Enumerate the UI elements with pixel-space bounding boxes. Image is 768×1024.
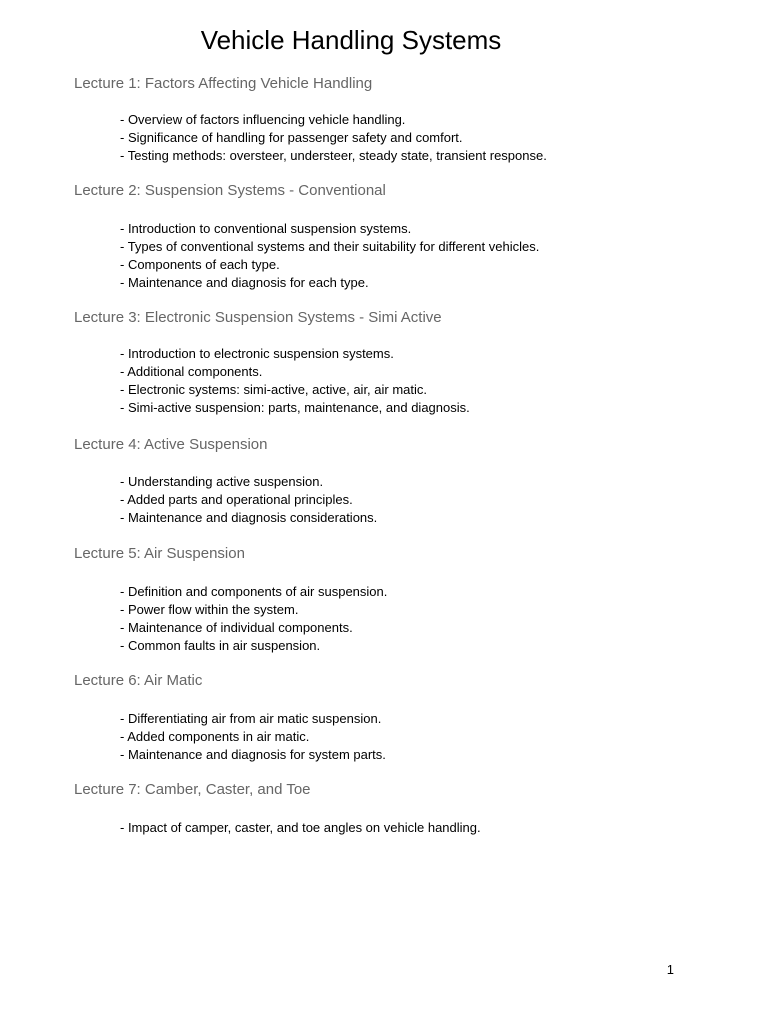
lecture-section-2	[74, 181, 734, 292]
lecture-heading: Lecture 2: Suspension Systems - Conventional	[74, 182, 386, 199]
bullet-item: - Introduction to conventional suspension systems.	[120, 221, 412, 236]
lecture-section-6	[74, 671, 734, 764]
bullet-item: - Electronic systems: simi-active, active, air, air matic.	[120, 382, 428, 397]
lecture-heading: Lecture 3: Electronic Suspension Systems - Simi Active	[74, 309, 442, 326]
bullet-item: - Added components in air matic.	[120, 729, 310, 744]
bullet-item: - Maintenance of individual components.	[120, 620, 353, 635]
lecture-heading: Lecture 7: Camber, Caster, and Toe	[74, 781, 311, 798]
lecture-heading: Lecture 4: Active Suspension	[74, 436, 268, 453]
bullet-item: - Added parts and operational principles.	[120, 492, 353, 507]
bullet-item: - Maintenance and diagnosis for system parts.	[120, 747, 386, 762]
lecture-section-7	[74, 780, 734, 837]
bullet-item: - Common faults in air suspension.	[120, 638, 321, 653]
lecture-bullet-list	[120, 473, 734, 527]
lecture-heading: Lecture 5: Air Suspension	[74, 545, 245, 562]
bullet-item: - Maintenance and diagnosis for each type.	[120, 275, 369, 290]
lecture-section-1	[74, 74, 734, 165]
lecture-section-5	[74, 544, 734, 655]
bullet-item: - Definition and components of air suspension.	[120, 584, 388, 599]
bullet-item: - Impact of camper, caster, and toe angles on vehicle handling.	[120, 820, 481, 835]
lecture-heading: Lecture 6: Air Matic	[74, 672, 203, 689]
lecture-section-3	[74, 308, 734, 417]
bullet-item: - Additional components.	[120, 364, 263, 379]
lecture-bullet-list	[120, 111, 734, 165]
bullet-item: - Understanding active suspension.	[120, 474, 324, 489]
page-number: 1	[666, 962, 674, 977]
lecture-heading: Lecture 1: Factors Affecting Vehicle Handling	[74, 75, 373, 92]
document-title: Vehicle Handling Systems	[200, 25, 502, 55]
lecture-bullet-list	[120, 583, 734, 655]
bullet-item: - Overview of factors influencing vehicle handling.	[120, 112, 406, 127]
lecture-bullet-list	[120, 819, 734, 837]
bullet-item: - Types of conventional systems and their suitability for different vehicles.	[120, 239, 540, 254]
lecture-bullet-list	[120, 710, 734, 764]
bullet-item: - Significance of handling for passenger safety and comfort.	[120, 130, 463, 145]
bullet-item: - Components of each type.	[120, 257, 280, 272]
bullet-item: - Testing methods: oversteer, understeer, steady state, transient response.	[120, 148, 547, 163]
bullet-item: - Power flow within the system.	[120, 602, 299, 617]
lecture-bullet-list	[120, 220, 734, 292]
lecture-section-4	[74, 435, 734, 527]
bullet-item: - Simi-active suspension: parts, maintenance, and diagnosis.	[120, 400, 470, 415]
bullet-item: - Maintenance and diagnosis considerations.	[120, 510, 378, 525]
lecture-bullet-list	[120, 345, 734, 417]
bullet-item: - Introduction to electronic suspension systems.	[120, 346, 394, 361]
bullet-item: - Differentiating air from air matic suspension.	[120, 711, 382, 726]
